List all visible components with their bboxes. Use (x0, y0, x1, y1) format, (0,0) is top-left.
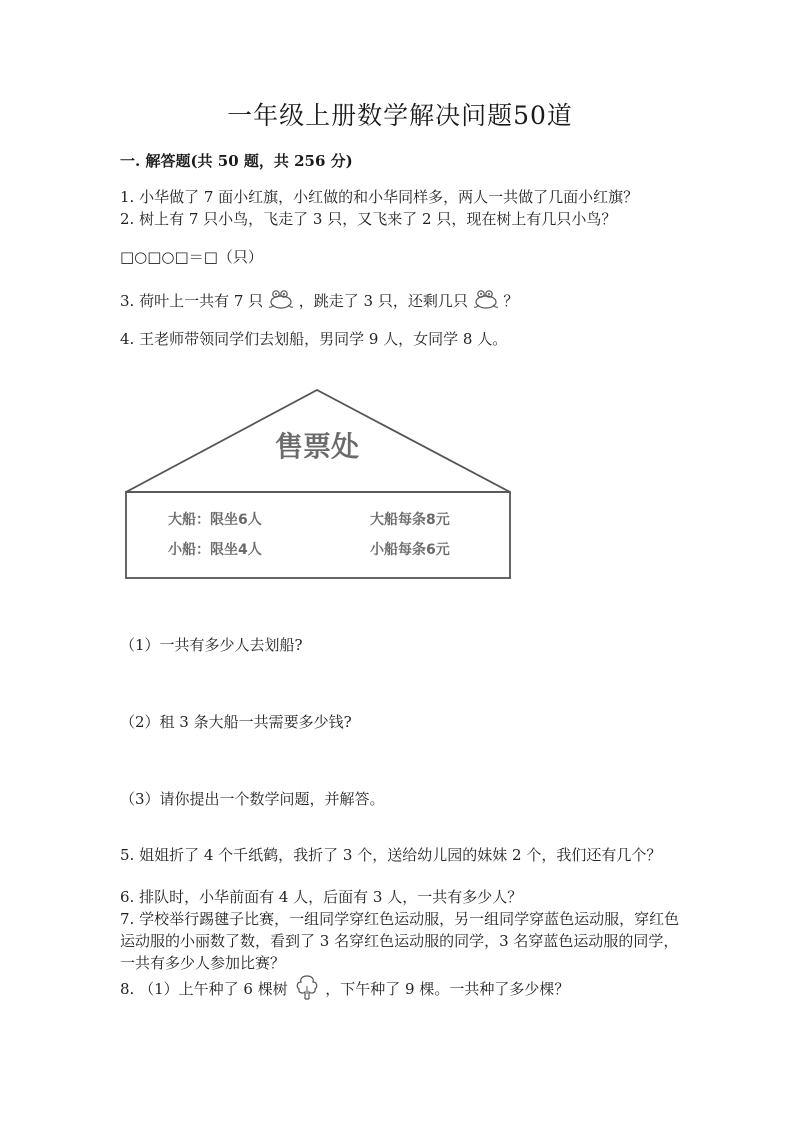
question-8-text-b: ，下午种了 9 棵。一共种了多少棵？ (325, 980, 570, 998)
question-5: 5. 姐姐折了 4 个千纸鹤，我折了 3 个，送给幼儿园的妹妹 2 个，我们还有几个？ (120, 846, 662, 864)
frog-icon (268, 288, 294, 316)
question-4: 4. 王老师带领同学们去划船，男同学 9 人，女同学 8 人。 (120, 330, 508, 348)
section-heading: 一. 解答题(共 50 题，共 256 分) (120, 152, 353, 170)
question-2-formula: □○□○□＝□（只） (120, 248, 263, 266)
question-3-text-b: ，跳走了 3 只，还剩几只 (298, 292, 468, 310)
sign-heading: 售票处 (274, 430, 360, 463)
frog-icon (473, 288, 499, 316)
question-3-text-a: 3. 荷叶上一共有 7 只 (120, 292, 264, 310)
page-title: 一年级上册数学解决问题50道 (227, 101, 573, 130)
sign-board (126, 492, 510, 578)
question-6: 6. 排队时，小华前面有 4 人，后面有 3 人，一共有多少人？ (120, 888, 523, 906)
question-8 (120, 972, 680, 1008)
question-1: 1. 小华做了 7 面小红旗，小红做的和小华同样多，两人一共做了几面小红旗？ (120, 188, 639, 206)
question-4-sub-3: （3）请你提出一个数学问题，并解答。 (120, 790, 385, 808)
big-boat-capacity: 大船：限坐6人 (168, 512, 262, 528)
tree-icon (293, 972, 321, 1008)
question-8-text-a: 8. （1）上午种了 6 棵树 (120, 980, 288, 998)
big-boat-price: 大船每条8元 (370, 512, 450, 528)
small-boat-capacity: 小船：限坐4人 (168, 542, 262, 558)
question-4-sub-2: （2）租 3 条大船一共需要多少钱? (120, 713, 352, 731)
question-3-text-c: ？ (503, 292, 519, 310)
question-4-sub-1: （1）一共有多少人去划船? (120, 636, 303, 654)
question-7: 7. 学校举行踢毽子比赛，一组同学穿红色运动服，另一组同学穿蓝色运动服，穿红色运动服的小丽数了数，看到了 3 名穿红色运动服的同学，3 名穿蓝色运动服的同学，一共有多少人参加比赛？ (120, 910, 680, 972)
question-3 (120, 288, 680, 316)
ticket-office-sign (122, 386, 514, 582)
small-boat-price: 小船每条6元 (370, 542, 450, 558)
question-2: 2. 树上有 7 只小鸟，飞走了 3 只，又飞来了 2 只，现在树上有几只小鸟？ (120, 210, 617, 228)
